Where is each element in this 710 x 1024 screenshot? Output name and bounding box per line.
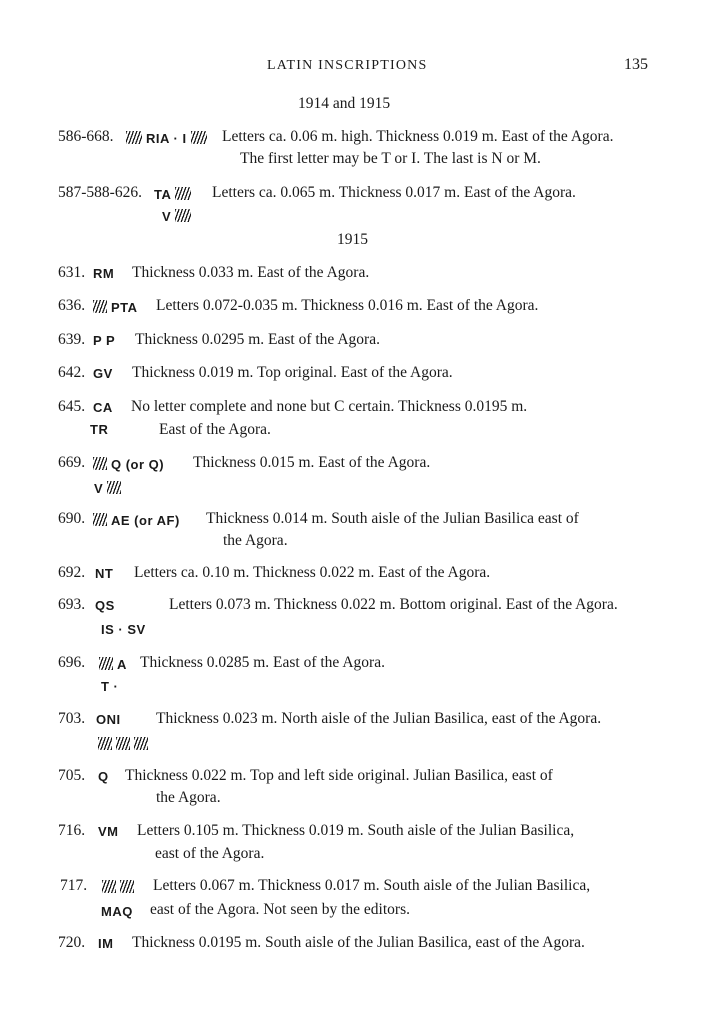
inscription-text-line2 <box>162 208 191 226</box>
inscription-letters-line2: MAQ <box>101 904 133 919</box>
inscription-text-line2 <box>94 480 121 498</box>
inscription-text <box>154 186 191 204</box>
inscription-letters: ONI <box>96 712 121 727</box>
entry-number: 587-588-626. <box>58 184 142 201</box>
inscription-letters: GV <box>93 366 113 381</box>
running-head-title: LATIN INSCRIPTIONS <box>267 58 428 73</box>
lacuna-mark <box>126 131 142 144</box>
entry-number: 690. <box>58 510 86 527</box>
section-heading-1915: 1915 <box>337 231 368 248</box>
entry-description-cont: the Agora. <box>156 789 221 806</box>
entry-number: 720. <box>58 934 86 951</box>
inscription-letters: Q (or Q) <box>111 457 165 472</box>
lacuna-mark <box>191 131 207 144</box>
entry-description: No letter complete and none but C certain. Thickness 0.0195 m. <box>131 398 528 415</box>
entry-description: Letters 0.073 m. Thickness 0.022 m. Bottom original. East of the Agora. <box>169 596 618 613</box>
inscription-letters: VM <box>98 824 119 839</box>
entry-number: 631. <box>58 264 86 281</box>
entry-description: Thickness 0.0295 m. East of the Agora. <box>135 331 380 348</box>
inscription-letters: P P <box>93 333 116 348</box>
entry-description-cont: east of the Agora. <box>155 845 265 862</box>
inscription-letters: RIA · I <box>146 131 187 146</box>
lacuna-mark <box>98 737 112 750</box>
inscription-letters: CA <box>93 400 113 415</box>
inscription-letters: A <box>117 657 127 672</box>
entry-description: Letters ca. 0.10 m. Thickness 0.022 m. East of the Agora. <box>134 564 491 581</box>
entry-number: 716. <box>58 822 86 839</box>
entry-description: Thickness 0.0195 m. South aisle of the Julian Basilica, east of the Agora. <box>132 934 585 951</box>
inscription-text <box>126 130 207 148</box>
entry-number: 639. <box>58 331 86 348</box>
inscription-letters: PTA <box>111 300 138 315</box>
entry-number: 669. <box>58 454 86 471</box>
inscription-letters: IM <box>98 936 114 951</box>
inscription-text <box>99 656 127 674</box>
lacuna-mark <box>107 481 121 494</box>
inscription-text-line2 <box>98 736 148 754</box>
entry-number: 717. <box>60 877 88 894</box>
entry-description-cont: The first letter may be T or I. The last is N or M. <box>240 150 541 167</box>
inscription-letters: AE (or AF) <box>111 513 180 528</box>
entry-description: Letters 0.105 m. Thickness 0.019 m. South aisle of the Julian Basilica, <box>137 822 575 839</box>
entry-description: Letters 0.072-0.035 m. Thickness 0.016 m. East of the Agora. <box>156 297 539 314</box>
inscription-text <box>93 512 180 530</box>
lacuna-mark <box>120 880 134 893</box>
entry-description: Thickness 0.033 m. East of the Agora. <box>132 264 370 281</box>
inscription-letters: RM <box>93 266 115 281</box>
entry-description: Letters ca. 0.06 m. high. Thickness 0.019 m. East of the Agora. <box>222 128 614 145</box>
inscription-letters-line2: TR <box>90 422 109 437</box>
entry-description: Thickness 0.023 m. North aisle of the Julian Basilica, east of the Agora. <box>156 710 602 727</box>
inscription-text <box>102 879 134 897</box>
page-number: 135 <box>624 56 648 73</box>
lacuna-mark <box>175 187 191 200</box>
entry-description: Thickness 0.019 m. Top original. East of the Agora. <box>132 364 453 381</box>
lacuna-mark <box>175 209 191 222</box>
entry-description: Thickness 0.022 m. Top and left side original. Julian Basilica, east of <box>125 767 553 784</box>
entry-description-cont: the Agora. <box>223 532 288 549</box>
lacuna-mark <box>102 880 116 893</box>
inscription-text <box>93 299 138 317</box>
entry-description: Letters 0.067 m. Thickness 0.017 m. South aisle of the Julian Basilica, <box>153 877 591 894</box>
lacuna-mark <box>134 737 148 750</box>
lacuna-mark <box>93 513 107 526</box>
inscription-letters: Q <box>98 769 109 784</box>
entry-number: 642. <box>58 364 86 381</box>
entry-description: Thickness 0.0285 m. East of the Agora. <box>140 654 385 671</box>
inscription-letters: TA <box>154 187 172 202</box>
entry-description: Thickness 0.014 m. South aisle of the Julian Basilica east of <box>206 510 579 527</box>
entry-number: 636. <box>58 297 86 314</box>
entry-description-cont: east of the Agora. Not seen by the editors. <box>150 901 410 918</box>
entry-number: 586-668. <box>58 128 114 145</box>
section-heading-1914-1915: 1914 and 1915 <box>298 95 391 112</box>
inscription-letters: V <box>94 481 104 496</box>
entry-number: 645. <box>58 398 86 415</box>
lacuna-mark <box>93 300 107 313</box>
entry-description-cont: East of the Agora. <box>159 421 271 438</box>
lacuna-mark <box>93 457 107 470</box>
inscription-letters-line2: T · <box>101 679 119 694</box>
entry-description: Thickness 0.015 m. East of the Agora. <box>193 454 431 471</box>
entry-number: 696. <box>58 654 86 671</box>
entry-number: 705. <box>58 767 86 784</box>
inscription-letters: QS <box>95 598 115 613</box>
entry-number: 703. <box>58 710 86 727</box>
inscription-letters-line2: IS · SV <box>101 622 146 637</box>
entry-description: Letters ca. 0.065 m. Thickness 0.017 m. East of the Agora. <box>212 184 576 201</box>
entry-number: 692. <box>58 564 86 581</box>
inscription-letters: NT <box>95 566 114 581</box>
inscription-letters: V <box>162 209 172 224</box>
entry-number: 693. <box>58 596 86 613</box>
lacuna-mark <box>99 657 113 670</box>
inscription-text <box>93 456 164 474</box>
lacuna-mark <box>116 737 130 750</box>
